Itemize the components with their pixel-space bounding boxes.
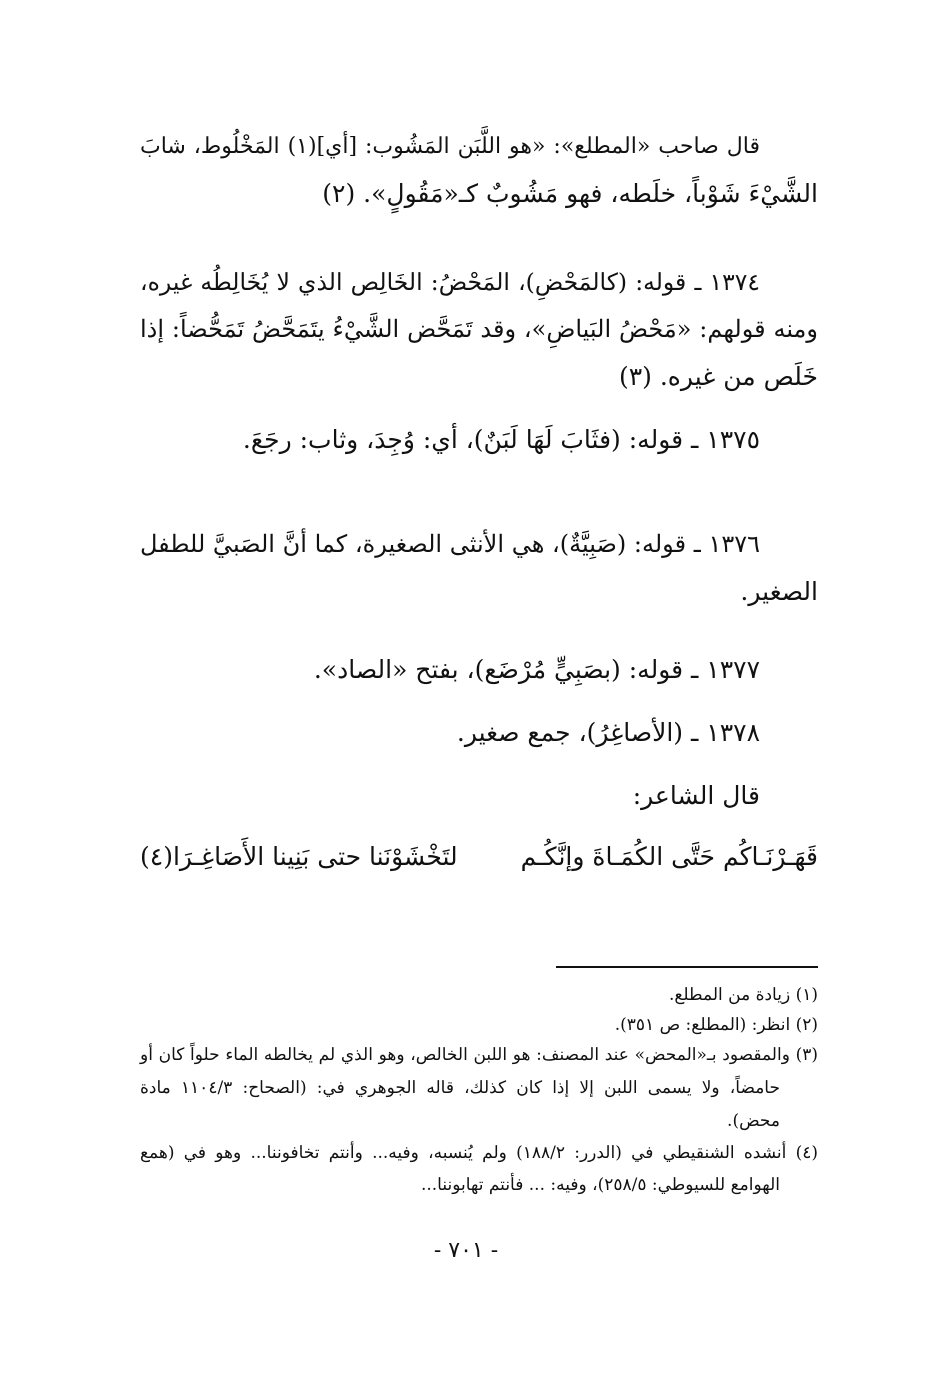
entry-1376-line-2: الصغير. xyxy=(740,577,818,606)
footnote-4-line-2: الهوامع للسيوطي: ٢٥٨/٥)، وفيه: ... فأنتم تهابوننا... xyxy=(420,1175,780,1195)
intro-line-1: قال صاحب «المطلع»: «هو اللَّبَن المَشُوب: [أي](١) المَخْلُوط، شابَ xyxy=(140,134,760,159)
poet-intro: قال الشاعر: xyxy=(632,781,760,810)
page-number: - ٧٠١ - xyxy=(433,1238,499,1263)
entry-1374-line-3: خَلَص من غيره. (٣) xyxy=(618,362,818,391)
intro-line-2: الشَّيْءَ شَوْباً، خلَطه، فهو مَشُوبٌ كـ«مَقُولٍ». (٢) xyxy=(322,179,818,208)
footnote-1: (١) زيادة من المطلع. xyxy=(668,985,818,1005)
entry-1375: ١٣٧٥ ـ قوله: (فثَابَ لَهَا لَبَنٌ)، أي: وُجِدَ، وثاب: رجَعَ. xyxy=(242,425,760,454)
poem-verse xyxy=(140,835,818,879)
footnote-4-line-1: (٤) أنشده الشنقيطي في (الدرر: ١٨٨/٢) ولم يُنسبه، وفيه... وأنتم تخافوننا... وهو في (همع xyxy=(140,1143,819,1163)
entry-1377: ١٣٧٧ ـ قوله: (بصَبِيٍّ مُرْضَع)، بفتح «الصاد». xyxy=(313,655,760,684)
entry-1374-line-2: ومنه قولهم: «مَحْضُ البَياضِ»، وقد تَمَحَّض الشَّيْءُ يتَمَحَّضُ تَمَحُّضاً: إذا xyxy=(140,315,818,343)
entry-1378: ١٣٧٨ ـ (الأصاغِرُ)، جمع صغير. xyxy=(456,718,760,747)
footnote-separator xyxy=(556,966,818,968)
verse-first-hemistich: قَهَـرْنَـاكُم حَتَّى الكُمَـاةَ وإنَّكُـم xyxy=(520,842,818,871)
entry-1374-line-1: ١٣٧٤ ـ قوله: (كالمَحْضِ)، المَحْضُ: الخَالِص الذي لا يُخَالِطُه غيره، xyxy=(140,268,760,296)
footnote-2: (٢) انظر: (المطلع: ص ٣٥١). xyxy=(614,1015,818,1035)
entry-1376-line-1: ١٣٧٦ ـ قوله: (صَبِيَّةٌ)، هي الأنثى الصغيرة، كما أنَّ الصَبيَّ للطفل xyxy=(140,530,760,558)
footnote-3-line-2: حامضاً، ولا يسمى اللبن إلا إذا كان كذلك، قاله الجوهري في: (الصحاح: ١١٠٤/٣ مادة xyxy=(140,1078,781,1098)
footnote-3-line-1: (٣) والمقصود بـ«المحض» عند المصنف: هو اللبن الخالص، وهو الذي لم يخالطه الماء حلواً كان أو xyxy=(140,1045,818,1065)
verse-second-hemistich: لتَخْشَوْنَنا حتى بَنِينا الأَصَاغِـرَا(٤) xyxy=(140,842,458,871)
footnote-3-line-3: محض). xyxy=(727,1111,780,1131)
